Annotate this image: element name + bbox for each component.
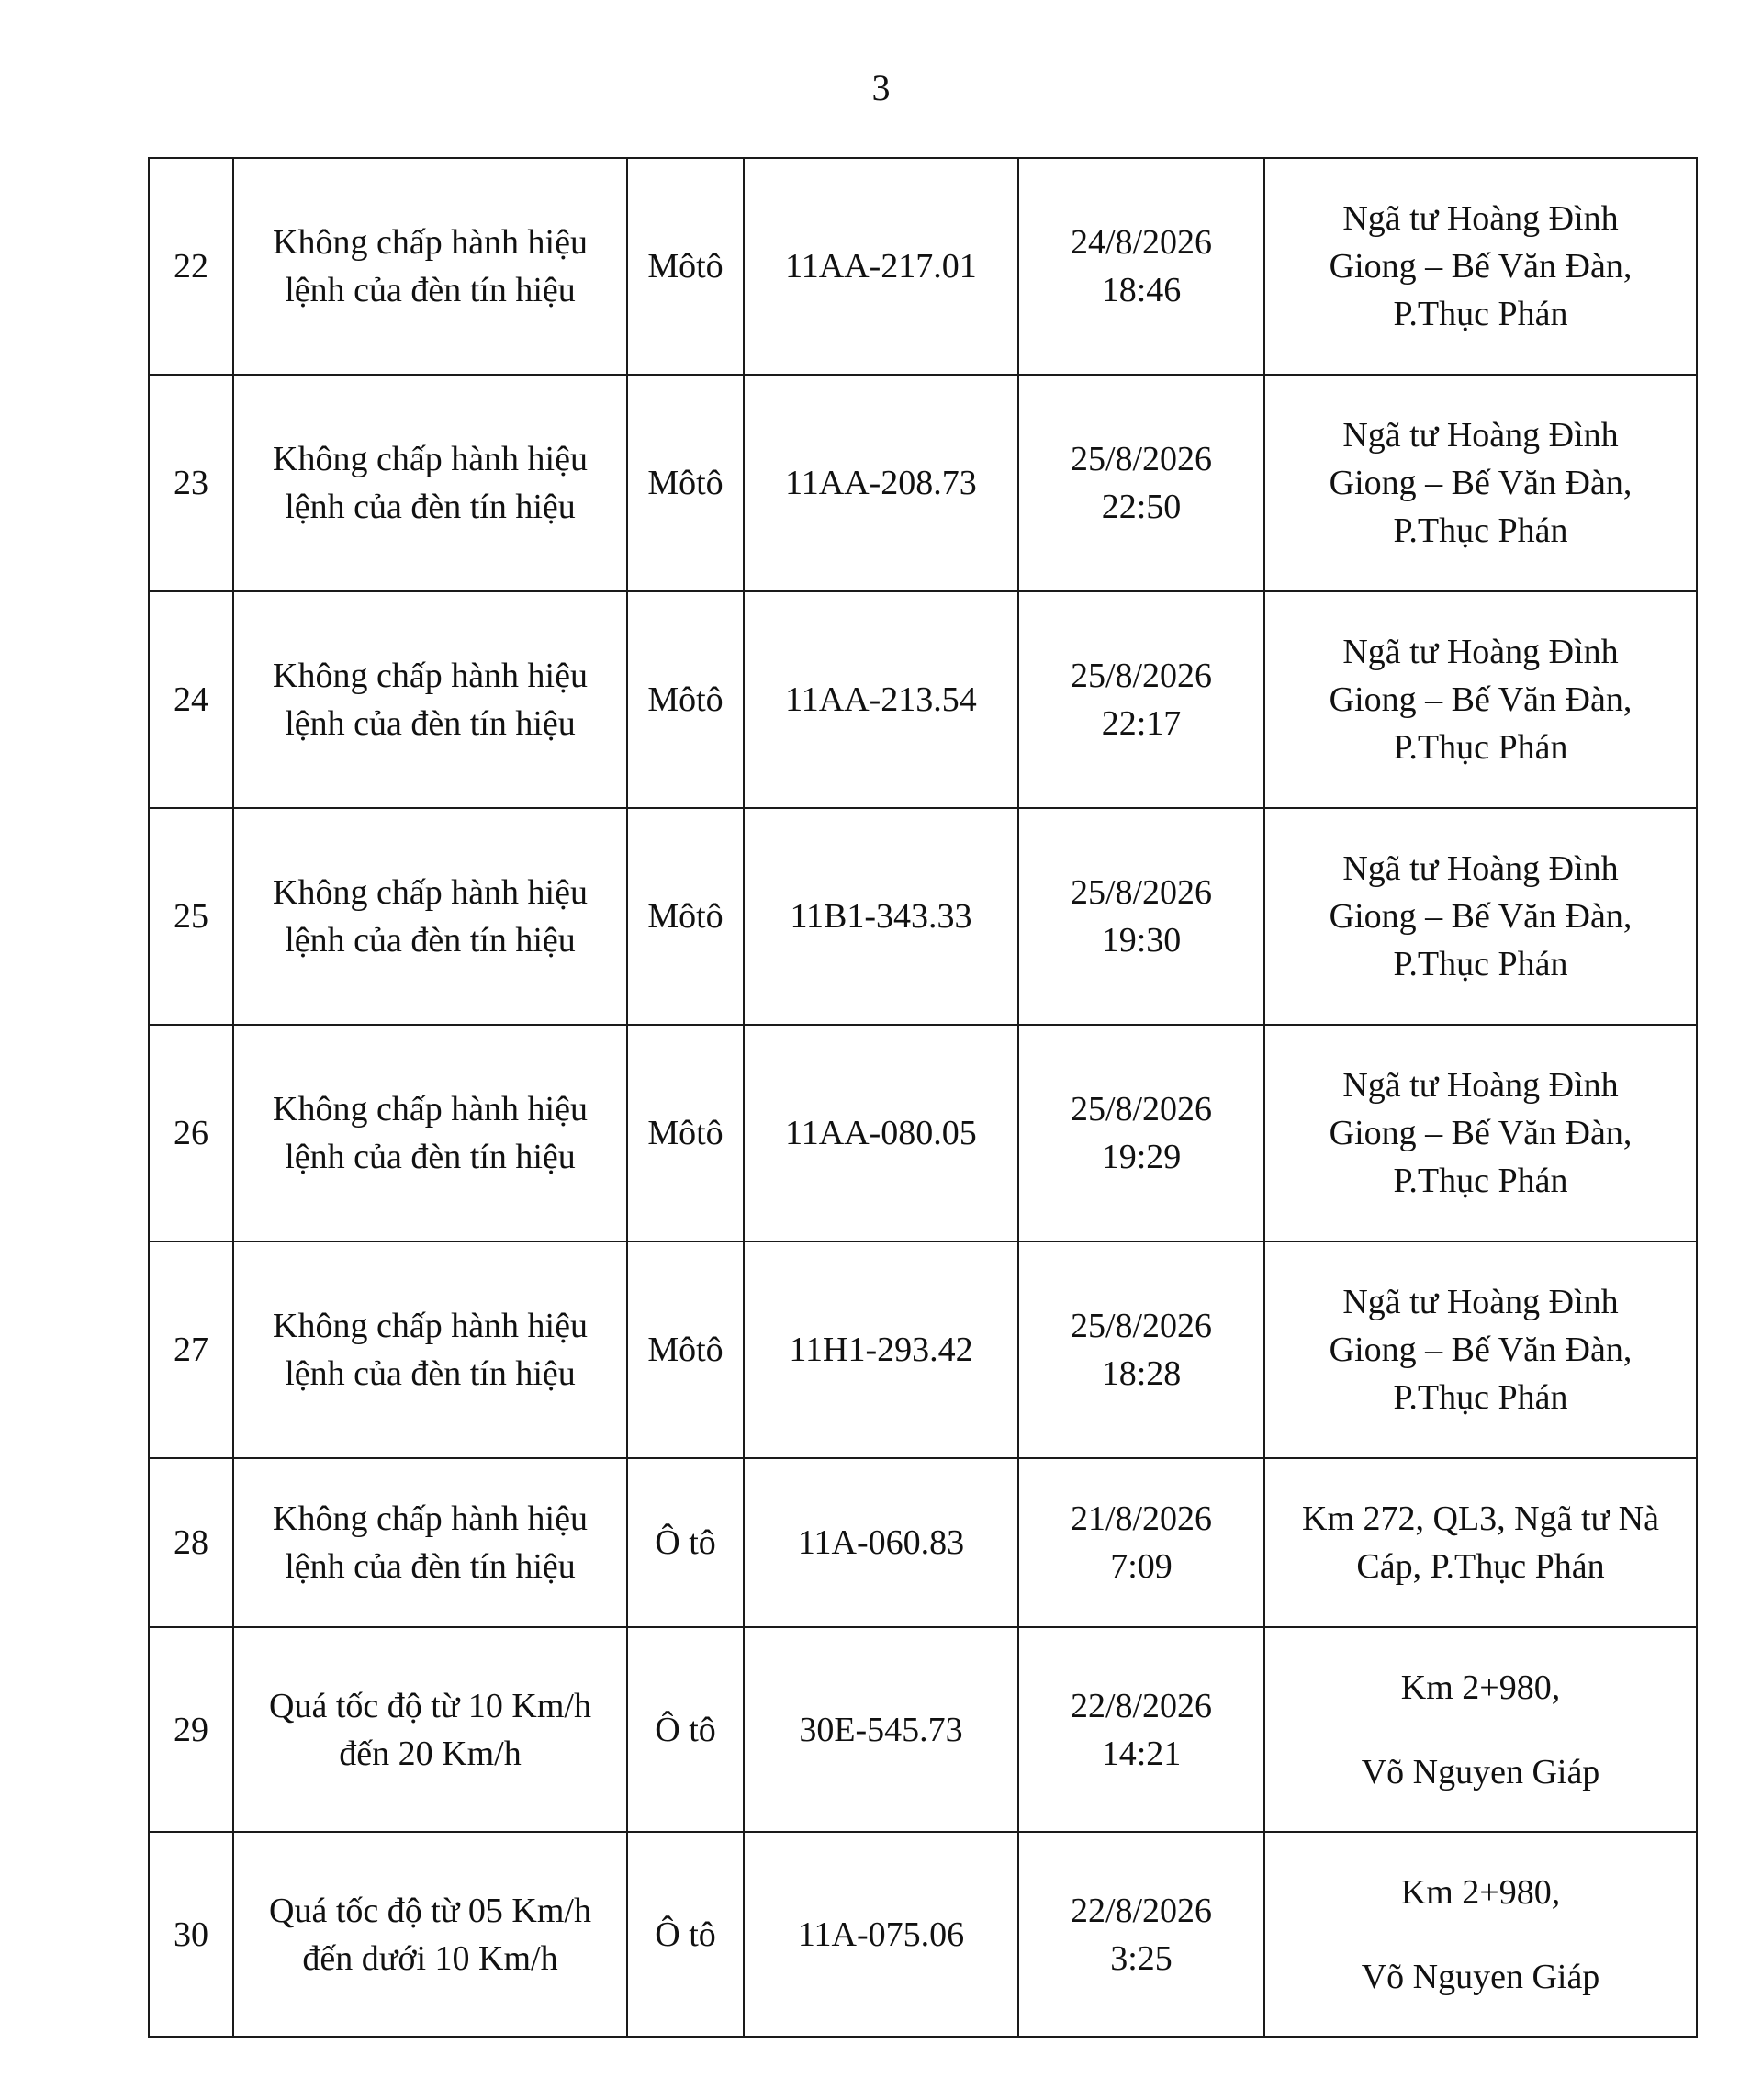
datetime-cell: [1018, 1025, 1264, 1241]
location-line: Cáp, P.Thục Phán: [1356, 1547, 1605, 1586]
location-line: P.Thục Phán: [1393, 1162, 1568, 1200]
plate-cell: 30E-545.73: [744, 1627, 1018, 1832]
time-text: 14:21: [1101, 1734, 1182, 1773]
location-line: Ngã tư Hoàng Đình: [1342, 849, 1619, 888]
location-line: P.Thục Phán: [1393, 945, 1568, 983]
location-line: Giong – Bế Văn Đàn,: [1329, 1114, 1633, 1152]
table-row: [149, 158, 1697, 375]
violation-line: đến dưới 10 Km/h: [302, 1938, 558, 1978]
violation-line: lệnh của đèn tín hiệu: [285, 488, 576, 526]
violation-line: Không chấp hành hiệu: [273, 440, 588, 478]
stt-cell: 28: [149, 1458, 233, 1627]
violation-cell: [233, 808, 627, 1025]
violation-cell: [233, 1832, 627, 2037]
violation-line: Không chấp hành hiệu: [273, 223, 588, 262]
time-text: 22:50: [1101, 488, 1182, 526]
location-line: P.Thục Phán: [1393, 728, 1568, 767]
page-number: 3: [871, 67, 891, 108]
violation-line: lệnh của đèn tín hiệu: [285, 271, 576, 309]
location-cell: [1264, 808, 1697, 1025]
table-row: [149, 1241, 1697, 1458]
location-cell: [1264, 1241, 1697, 1458]
location-line: Ngã tư Hoàng Đình: [1342, 199, 1619, 238]
location-cell: [1264, 591, 1697, 808]
vehicle-cell: Ô tô: [627, 1627, 744, 1832]
location-line: Giong – Bế Văn Đàn,: [1329, 1331, 1633, 1369]
vehicle-cell: Ô tô: [627, 1832, 744, 2037]
location-cell: [1264, 1458, 1697, 1627]
stt-cell: 30: [149, 1832, 233, 2037]
plate-cell: 11H1-293.42: [744, 1241, 1018, 1458]
plate-cell: 11A-075.06: [744, 1832, 1018, 2037]
plate-cell: 11AA-217.01: [744, 158, 1018, 375]
violation-line: lệnh của đèn tín hiệu: [285, 1547, 576, 1586]
time-text: 22:17: [1101, 704, 1182, 743]
table-row: [149, 591, 1697, 808]
vehicle-cell: Môtô: [627, 1025, 744, 1241]
location-line: Giong – Bế Văn Đàn,: [1329, 897, 1633, 936]
location-cell: [1264, 1832, 1697, 2037]
vehicle-cell: Môtô: [627, 808, 744, 1025]
location-line: Ngã tư Hoàng Đình: [1342, 1066, 1619, 1105]
location-line: P.Thục Phán: [1393, 1378, 1568, 1417]
table-row: [149, 1832, 1697, 2037]
time-text: 19:30: [1101, 921, 1182, 960]
time-text: 19:29: [1101, 1138, 1182, 1176]
violation-line: Không chấp hành hiệu: [273, 657, 588, 695]
plate-cell: 11AA-080.05: [744, 1025, 1018, 1241]
date-text: 25/8/2026: [1070, 1307, 1213, 1345]
vehicle-cell: Môtô: [627, 1241, 744, 1458]
violation-cell: [233, 158, 627, 375]
location-cell: [1264, 375, 1697, 591]
violation-line: lệnh của đèn tín hiệu: [285, 921, 576, 960]
table-row: [149, 1627, 1697, 1832]
date-text: 22/8/2026: [1070, 1891, 1213, 1930]
violation-line: lệnh của đèn tín hiệu: [285, 704, 576, 743]
table-row: [149, 1458, 1697, 1627]
date-text: 25/8/2026: [1070, 1090, 1213, 1129]
datetime-cell: [1018, 1627, 1264, 1832]
location-line: Võ Nguyen Giáp: [1361, 1957, 1600, 1996]
violation-line: đến 20 Km/h: [339, 1734, 522, 1773]
violation-cell: [233, 1458, 627, 1627]
location-line: P.Thục Phán: [1393, 295, 1568, 333]
datetime-cell: [1018, 591, 1264, 808]
stt-cell: 25: [149, 808, 233, 1025]
date-text: 25/8/2026: [1070, 657, 1213, 695]
time-text: 7:09: [1110, 1547, 1173, 1586]
table-row: [149, 808, 1697, 1025]
datetime-cell: [1018, 375, 1264, 591]
location-line: Võ Nguyen Giáp: [1361, 1752, 1600, 1791]
datetime-cell: [1018, 1832, 1264, 2037]
stt-cell: 23: [149, 375, 233, 591]
location-line: Giong – Bế Văn Đàn,: [1329, 247, 1633, 286]
violation-cell: [233, 375, 627, 591]
datetime-cell: [1018, 1458, 1264, 1627]
location-cell: [1264, 158, 1697, 375]
stt-cell: 27: [149, 1241, 233, 1458]
location-spacer: [1274, 1712, 1687, 1748]
violation-line: Không chấp hành hiệu: [273, 1307, 588, 1345]
vehicle-cell: Ô tô: [627, 1458, 744, 1627]
vehicle-cell: Môtô: [627, 158, 744, 375]
date-text: 25/8/2026: [1070, 440, 1213, 478]
date-text: 25/8/2026: [1070, 873, 1213, 912]
table-row: [149, 375, 1697, 591]
plate-cell: 11A-060.83: [744, 1458, 1018, 1627]
stt-cell: 26: [149, 1025, 233, 1241]
location-cell: [1264, 1025, 1697, 1241]
violation-cell: [233, 1241, 627, 1458]
stt-cell: 29: [149, 1627, 233, 1832]
location-line: Ngã tư Hoàng Đình: [1342, 633, 1619, 671]
datetime-cell: [1018, 1241, 1264, 1458]
stt-cell: 24: [149, 591, 233, 808]
location-line: Km 272, QL3, Ngã tư Nà: [1302, 1499, 1659, 1538]
location-line: Ngã tư Hoàng Đình: [1342, 416, 1619, 455]
vehicle-cell: Môtô: [627, 375, 744, 591]
violation-line: Quá tốc độ từ 05 Km/h: [269, 1891, 591, 1930]
vehicle-cell: Môtô: [627, 591, 744, 808]
location-line: Km 2+980,: [1400, 1872, 1561, 1912]
location-spacer: [1274, 1916, 1687, 1953]
plate-cell: 11AA-213.54: [744, 591, 1018, 808]
violation-line: Không chấp hành hiệu: [273, 873, 588, 912]
violation-line: lệnh của đèn tín hiệu: [285, 1138, 576, 1176]
location-line: Ngã tư Hoàng Đình: [1342, 1283, 1619, 1321]
time-text: 18:28: [1101, 1354, 1182, 1393]
datetime-cell: [1018, 158, 1264, 375]
plate-cell: 11B1-343.33: [744, 808, 1018, 1025]
plate-cell: 11AA-208.73: [744, 375, 1018, 591]
location-line: Km 2+980,: [1400, 1668, 1561, 1707]
date-text: 22/8/2026: [1070, 1686, 1213, 1725]
violation-line: Không chấp hành hiệu: [273, 1499, 588, 1538]
violations-table: [148, 157, 1698, 2038]
date-text: 24/8/2026: [1070, 223, 1213, 262]
violation-cell: [233, 1627, 627, 1832]
date-text: 21/8/2026: [1070, 1499, 1213, 1538]
datetime-cell: [1018, 808, 1264, 1025]
location-line: Giong – Bế Văn Đàn,: [1329, 680, 1633, 719]
violation-line: Quá tốc độ từ 10 Km/h: [269, 1686, 591, 1725]
violation-cell: [233, 591, 627, 808]
stt-cell: 22: [149, 158, 233, 375]
location-line: P.Thục Phán: [1393, 511, 1568, 550]
location-line: Giong – Bế Văn Đàn,: [1329, 464, 1633, 502]
time-text: 18:46: [1101, 271, 1182, 309]
violation-line: Không chấp hành hiệu: [273, 1090, 588, 1129]
table-row: [149, 1025, 1697, 1241]
location-cell: [1264, 1627, 1697, 1832]
violation-line: lệnh của đèn tín hiệu: [285, 1354, 576, 1393]
violation-cell: [233, 1025, 627, 1241]
time-text: 3:25: [1110, 1938, 1173, 1978]
